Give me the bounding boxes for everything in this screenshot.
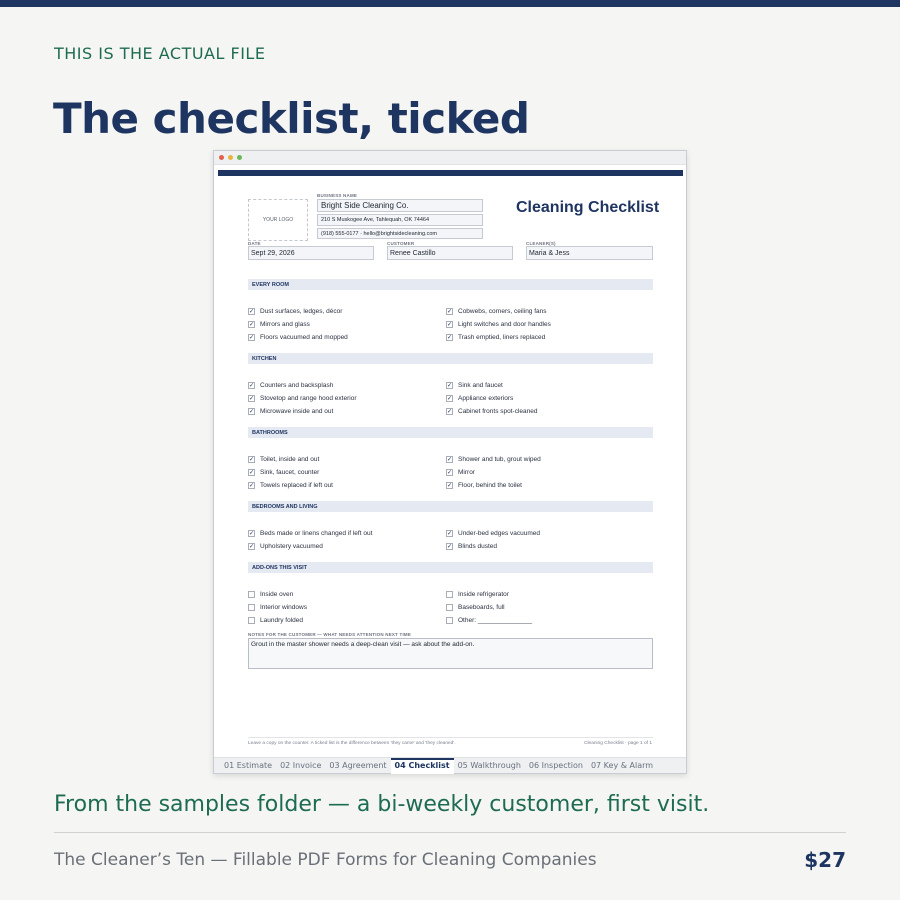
checklist-item[interactable] <box>446 604 505 611</box>
empty-checkbox-icon[interactable] <box>248 617 255 624</box>
checklist-item[interactable] <box>248 530 372 537</box>
checked-checkbox-icon[interactable]: ✓ <box>249 396 255 402</box>
checked-checkbox-icon[interactable]: ✓ <box>249 335 255 341</box>
checklist-item[interactable] <box>248 308 342 315</box>
checklist-item[interactable] <box>446 482 522 489</box>
checked-checkbox-icon[interactable]: ✓ <box>447 544 453 550</box>
footer-page-info: Cleaning Checklist · page 1 of 1 <box>584 741 652 746</box>
checked-checkbox-icon[interactable]: ✓ <box>447 531 453 537</box>
checklist-item-label: Beds made or linens changed if left out <box>260 530 373 537</box>
business-name-label: BUSINESS NAME <box>317 193 358 198</box>
checked-checkbox-icon[interactable]: ✓ <box>249 531 255 537</box>
checked-checkbox-icon[interactable]: ✓ <box>447 396 453 402</box>
business-name-field[interactable]: Bright Side Cleaning Co. <box>317 199 483 212</box>
empty-checkbox-icon[interactable] <box>248 591 255 598</box>
checklist-item[interactable] <box>248 543 323 550</box>
checklist-item[interactable] <box>446 469 475 476</box>
section-header: ADD-ONS THIS VISIT <box>248 562 653 573</box>
checked-checkbox-icon[interactable]: ✓ <box>447 322 453 328</box>
empty-checkbox-icon[interactable] <box>446 604 453 611</box>
document-title: Cleaning Checklist <box>516 199 660 216</box>
checklist-item[interactable] <box>248 591 293 598</box>
checklist-item[interactable] <box>248 482 333 489</box>
checklist-item-label: Shower and tub, grout wiped <box>458 456 541 463</box>
checklist-item[interactable] <box>248 469 319 476</box>
checklist-item[interactable] <box>446 321 551 328</box>
section-header: BEDROOMS AND LIVING <box>248 501 653 512</box>
empty-checkbox-icon[interactable] <box>446 617 453 624</box>
checklist-document <box>214 165 686 757</box>
tab-7[interactable]: 07 Key & Alarm <box>590 761 654 770</box>
checklist-item-label: Mirror <box>458 469 475 476</box>
checked-checkbox-icon[interactable]: ✓ <box>447 383 453 389</box>
contact-field[interactable]: (918) 555-0177 · hello@brightsidecleaning.com <box>317 228 483 239</box>
tab-1[interactable]: 01 Estimate <box>224 761 273 770</box>
checked-checkbox-icon[interactable]: ✓ <box>249 322 255 328</box>
form-tabs <box>214 757 686 773</box>
checklist-item[interactable] <box>248 456 319 463</box>
checklist-item[interactable] <box>248 334 348 341</box>
top-accent-bar <box>0 0 900 7</box>
document-header-bar <box>218 170 683 176</box>
checklist-item-label: Interior windows <box>260 604 307 611</box>
checklist-item-label: Mirrors and glass <box>260 321 310 328</box>
customer-label: CUSTOMER <box>387 241 415 246</box>
checklist-item-label: Counters and backsplash <box>260 382 334 389</box>
checklist-item[interactable] <box>446 382 503 389</box>
checked-checkbox-icon[interactable]: ✓ <box>249 409 255 415</box>
checked-checkbox-icon[interactable]: ✓ <box>447 483 453 489</box>
checklist-item-label: Blinds dusted <box>458 543 498 550</box>
footer-divider <box>248 737 653 738</box>
window-titlebar <box>214 151 686 165</box>
close-dot-icon[interactable] <box>219 155 224 160</box>
checklist-item[interactable] <box>248 604 307 611</box>
checklist-item[interactable] <box>446 395 513 402</box>
checklist-item-label: Other: _______________ <box>458 617 533 624</box>
footer-note: Leave a copy on the counter. A ticked list is the difference between 'they came' and 'they cleaned'. <box>248 741 456 746</box>
checklist-item-label: Sink, faucet, counter <box>260 469 320 476</box>
customer-field[interactable]: Renee Castillo <box>387 246 513 260</box>
checklist-item[interactable] <box>446 334 545 341</box>
checked-checkbox-icon[interactable]: ✓ <box>447 309 453 315</box>
cleaners-field[interactable]: Maria & Jess <box>526 246 653 260</box>
checklist-item-label: Cobwebs, corners, ceiling fans <box>458 308 547 315</box>
tab-6[interactable]: 06 Inspection <box>528 761 583 770</box>
checklist-item[interactable] <box>446 408 538 415</box>
notes-field[interactable]: Grout in the master shower needs a deep-clean visit — ask about the add-on. <box>248 638 653 669</box>
tagline: From the samples folder — a bi-weekly customer, first visit. <box>54 792 710 817</box>
checklist-item-label: Trash emptied, liners replaced <box>458 334 546 341</box>
section-header: EVERY ROOM <box>248 279 653 290</box>
checklist-item-label: Towels replaced if left out <box>260 482 333 489</box>
checklist-item-label: Light switches and door handles <box>458 321 551 328</box>
checklist-item-label: Microwave inside and out <box>260 408 334 415</box>
checked-checkbox-icon[interactable]: ✓ <box>249 457 255 463</box>
checklist-item-label: Under-bed edges vacuumed <box>458 530 541 537</box>
checklist-item[interactable] <box>446 543 497 550</box>
checked-checkbox-icon[interactable]: ✓ <box>447 470 453 476</box>
empty-checkbox-icon[interactable] <box>248 604 255 611</box>
checklist-item-label: Floors vacuumed and mopped <box>260 334 348 341</box>
checklist-item[interactable] <box>446 456 541 463</box>
checklist-item[interactable] <box>248 382 333 389</box>
checklist-item[interactable] <box>446 530 540 537</box>
headline: The checklist, ticked <box>53 94 530 143</box>
maximize-dot-icon[interactable] <box>237 155 242 160</box>
logo-placeholder[interactable]: YOUR LOGO <box>248 199 308 241</box>
tab-5[interactable]: 05 Walkthrough <box>457 761 521 770</box>
checklist-item[interactable] <box>248 395 356 402</box>
checklist-item-label: Dust surfaces, ledges, décor <box>260 308 343 315</box>
checklist-item-label: Toilet, inside and out <box>260 456 320 463</box>
document-preview-window <box>213 150 687 774</box>
checked-checkbox-icon[interactable]: ✓ <box>249 544 255 550</box>
checklist-item-label: Inside refrigerator <box>458 591 509 598</box>
checklist-item-label: Inside oven <box>260 591 294 598</box>
section-header: BATHROOMS <box>248 427 653 438</box>
checklist-item[interactable] <box>248 617 303 624</box>
eyebrow-text: THIS IS THE ACTUAL FILE <box>54 44 266 63</box>
checklist-item[interactable] <box>248 408 333 415</box>
checklist-item-label: Appliance exteriors <box>458 395 514 402</box>
empty-checkbox-icon[interactable] <box>446 591 453 598</box>
date-label: DATE <box>248 241 261 246</box>
tab-2[interactable]: 02 Invoice <box>280 761 322 770</box>
section-header: KITCHEN <box>248 353 653 364</box>
checklist-item-label: Floor, behind the toilet <box>458 482 522 489</box>
checked-checkbox-icon[interactable]: ✓ <box>249 309 255 315</box>
tab-3[interactable]: 03 Agreement <box>329 761 387 770</box>
address-field[interactable]: 210 S Muskogee Ave, Tahlequah, OK 74464 <box>317 214 483 226</box>
checklist-item-label: Cabinet fronts spot-cleaned <box>458 408 538 415</box>
checklist-item-label: Sink and faucet <box>458 382 503 389</box>
checked-checkbox-icon[interactable]: ✓ <box>249 470 255 476</box>
footer-divider-line <box>54 832 846 833</box>
checklist-item[interactable] <box>446 308 547 315</box>
tab-4[interactable]: 04 Checklist <box>391 758 454 774</box>
checklist-item-label: Stovetop and range hood exterior <box>260 395 357 402</box>
checklist-item-label: Upholstery vacuumed <box>260 543 323 550</box>
checklist-item[interactable] <box>248 321 310 328</box>
checked-checkbox-icon[interactable]: ✓ <box>447 457 453 463</box>
cleaners-label: CLEANER(S) <box>526 241 556 246</box>
date-field[interactable]: Sept 29, 2026 <box>248 246 374 260</box>
checked-checkbox-icon[interactable]: ✓ <box>249 483 255 489</box>
notes-label: NOTES FOR THE CUSTOMER — WHAT NEEDS ATTENTION NEXT TIME <box>248 632 412 637</box>
checklist-item[interactable] <box>446 591 509 598</box>
price: $27 <box>804 848 846 872</box>
product-name: The Cleaner’s Ten — Fillable PDF Forms for Cleaning Companies <box>54 850 597 870</box>
minimize-dot-icon[interactable] <box>228 155 233 160</box>
checked-checkbox-icon[interactable]: ✓ <box>249 383 255 389</box>
checked-checkbox-icon[interactable]: ✓ <box>447 409 453 415</box>
checklist-item[interactable] <box>446 617 532 624</box>
checklist-item-label: Baseboards, full <box>458 604 505 611</box>
checklist-item-label: Laundry folded <box>260 617 304 624</box>
checked-checkbox-icon[interactable]: ✓ <box>447 335 453 341</box>
